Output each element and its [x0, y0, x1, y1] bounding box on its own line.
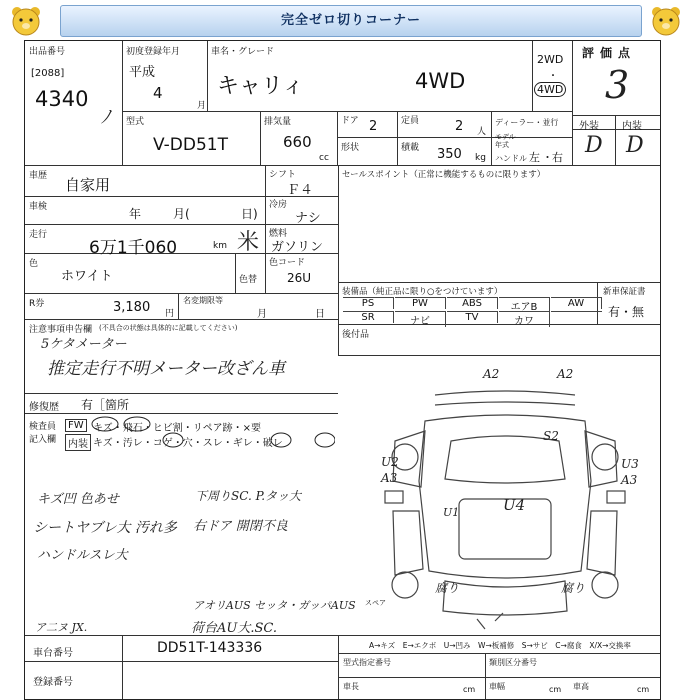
chassis-value: DD51T-143336	[157, 640, 263, 656]
lot-code: [2088]	[31, 68, 65, 79]
inspector-note-6: アオリAUS セッタ・ガッパAUS	[193, 599, 356, 612]
history-value: 自家用	[65, 176, 111, 194]
notes-line1: 5ケタメーター	[41, 337, 127, 352]
lot-label: 出品番号	[29, 47, 66, 57]
post-fit-label: 後付品	[342, 330, 370, 340]
meiho-month: 月	[257, 309, 267, 320]
inspector-note-1: キズ凹 色あせ	[37, 492, 119, 507]
inspection-circles	[85, 414, 335, 450]
meiho-label: 名変期限等	[183, 296, 223, 305]
load-value: 350	[437, 147, 462, 162]
load-label: 積載	[401, 143, 420, 153]
inspector-note-2: シートヤブレ大 汚れ多	[33, 520, 177, 536]
diagram-a2-left: A2	[483, 367, 500, 381]
int-label: 内装	[622, 121, 642, 132]
history-label: 車歴	[29, 171, 48, 181]
equipment-item: カワ	[499, 311, 550, 327]
equipment-item: PS	[343, 297, 394, 309]
inspection-day: 日)	[241, 207, 258, 221]
diagram-u3: U3	[621, 457, 639, 471]
color-code-label: 色コード	[269, 258, 306, 268]
lot-number: 4340	[35, 87, 89, 111]
mileage-label: 走行	[29, 230, 48, 240]
height-label: 車高	[573, 682, 589, 691]
color-label: 色	[29, 259, 39, 269]
equipment-item: SR	[343, 311, 394, 323]
length-label: 車長	[343, 682, 359, 691]
first-reg-year: 4	[153, 84, 163, 102]
diagram-u4: U4	[503, 496, 526, 514]
ext-value: D	[585, 133, 603, 158]
inspect-fw-items: キズ・飛石・ヒビ割・リペア跡・×要	[93, 423, 261, 434]
inspector-label2: 記入欄	[29, 435, 57, 445]
dealer-label: ディーラー・並行	[495, 118, 559, 127]
handle-label: ハンドル	[495, 154, 527, 163]
car-name: キャリィ	[217, 74, 305, 99]
drive-2wd: 2WD	[537, 53, 564, 66]
sales-point-label: セールスポイント（正常に機能するものに限ります）	[342, 170, 546, 180]
fuel-label: 燃料	[269, 229, 288, 239]
page-title: 完全ゼロ切りコーナー	[60, 5, 642, 37]
diagram-rust-left: 腐り	[435, 581, 460, 595]
diagram-a3-left: A3	[381, 471, 398, 485]
shift-value: Ｆ４	[287, 183, 314, 198]
equipment-item: エアB	[499, 297, 550, 313]
notes-line2: 推定走行不明メーター改ざん車	[47, 359, 285, 379]
grade-value: 3	[605, 63, 630, 107]
inspect-naisou: 内装	[65, 434, 91, 451]
mileage-value: 6万1千060	[89, 238, 178, 258]
width-unit: cm	[549, 685, 562, 694]
capacity-unit: 人	[477, 127, 487, 137]
ac-label: 冷房	[269, 200, 288, 210]
first-reg-label: 初度登録年月	[126, 47, 181, 57]
inspection-month: 月(	[173, 207, 190, 221]
model-label: 型式	[126, 117, 145, 127]
displacement-unit: cc	[319, 153, 329, 163]
equipment-item: AW	[551, 297, 602, 309]
first-reg-era: 平成	[129, 65, 156, 80]
name-label: 車名・グレード	[211, 47, 275, 57]
new-manual-value: 有・無	[608, 305, 645, 319]
recycle-unit: 円	[165, 309, 175, 319]
diagram-legend: A→キズ E→エクボ U→凹み W→板補修 S→サビ C→腐食 X/X→交換率	[369, 641, 631, 650]
diagram-s2: S2	[543, 429, 559, 443]
diagram-a3-right: A3	[621, 473, 638, 487]
equipment-item: TV	[447, 311, 498, 323]
diagram-u2: U2	[381, 455, 399, 469]
reg-number-label: 登録番号	[33, 677, 73, 688]
drive-sep: ・	[548, 71, 558, 82]
diagram-rust-right: 腐り	[561, 581, 586, 595]
inspection-year: 年	[129, 207, 142, 221]
inspect-fw: FW	[65, 419, 87, 432]
bear-mascot-icon	[648, 5, 684, 37]
lot-mark: ﾉ	[101, 107, 110, 128]
cert-label: 型式指定番号	[343, 658, 391, 667]
load-unit: kg	[475, 153, 486, 163]
mileage-unit: km	[213, 241, 227, 251]
category-label: 類別区分番号	[489, 658, 537, 667]
model-value: V-DD51T	[153, 135, 228, 155]
spare-label: スペア	[365, 599, 386, 607]
grade-label: 評価点	[582, 46, 637, 60]
inspector-note-8: ア二ヌ JX.	[35, 621, 88, 634]
displacement-label: 排気量	[264, 117, 292, 127]
capacity-label: 定員	[401, 116, 420, 126]
repair-label: 修復歴	[29, 402, 59, 413]
color-code-value: 26U	[287, 271, 312, 285]
shift-label: シフト	[269, 170, 297, 180]
meiho-day: 日	[315, 309, 325, 320]
handle-left: 左	[529, 151, 540, 164]
chassis-label: 車台番号	[33, 648, 73, 659]
recycle-label: R券	[29, 299, 45, 309]
shape-label: 形状	[341, 143, 360, 153]
inspector-label1: 検査員	[29, 422, 57, 432]
fuel-value: ガソリン	[271, 240, 324, 255]
diagram-u1: U1	[443, 506, 460, 519]
ext-label: 外装	[579, 121, 599, 132]
mileage-mark: 米	[237, 230, 260, 255]
notes-label: 注意事項申告欄	[29, 325, 93, 335]
doors-label: ドア	[341, 116, 359, 126]
car-drive: 4WD	[415, 69, 466, 93]
diagram-a2-right: A2	[557, 367, 574, 381]
equipment-item	[551, 311, 602, 312]
header	[8, 5, 692, 37]
displacement-value: 660	[283, 133, 312, 151]
equipment-item: PW	[395, 297, 446, 309]
ac-value: ナシ	[295, 211, 321, 226]
model-change-label1: モデル	[495, 133, 516, 141]
inspector-note-7: 荷台AU大.SC.	[191, 621, 277, 636]
drive-4wd: 4WD	[534, 82, 566, 97]
color-change-label: 色替	[239, 275, 258, 285]
width-label: 車幅	[489, 682, 505, 691]
inspector-note-3: ハンドルスレ大	[37, 548, 128, 563]
new-manual-label: 新車保証書	[603, 287, 646, 297]
inspection-label: 車検	[29, 202, 48, 212]
inspector-note-4: 下周りSC. P.タッ大	[195, 489, 302, 503]
model-change-label2: 年式	[495, 141, 509, 149]
color-value: ホワイト	[61, 269, 113, 284]
inspect-naisou-items: キズ・汚レ・コゲ・穴・スレ・ギレ・破レ	[93, 438, 283, 449]
equipment-item: ABS	[447, 297, 498, 309]
int-value: D	[626, 133, 644, 158]
length-unit: cm	[463, 685, 476, 694]
doors-value: 2	[369, 119, 378, 134]
equipment-item: ナビ	[395, 311, 446, 327]
inspector-note-5: 右ドア 開閉不良	[193, 519, 288, 534]
equipment-label: 装備品（純正品に限り○をつけています）	[342, 287, 503, 297]
height-unit: cm	[637, 685, 650, 694]
recycle-value: 3,180	[113, 300, 151, 315]
repair-value: 有［箇所	[81, 398, 130, 412]
notes-sub: (不具合の状態は具体的に記載してください)	[99, 324, 238, 332]
first-reg-month: 月	[197, 101, 207, 111]
bear-mascot-icon	[8, 5, 44, 37]
capacity-value: 2	[455, 119, 464, 134]
handle-sep: ・	[542, 151, 553, 164]
handle-right: 右	[552, 151, 563, 164]
auction-sheet	[24, 40, 661, 700]
